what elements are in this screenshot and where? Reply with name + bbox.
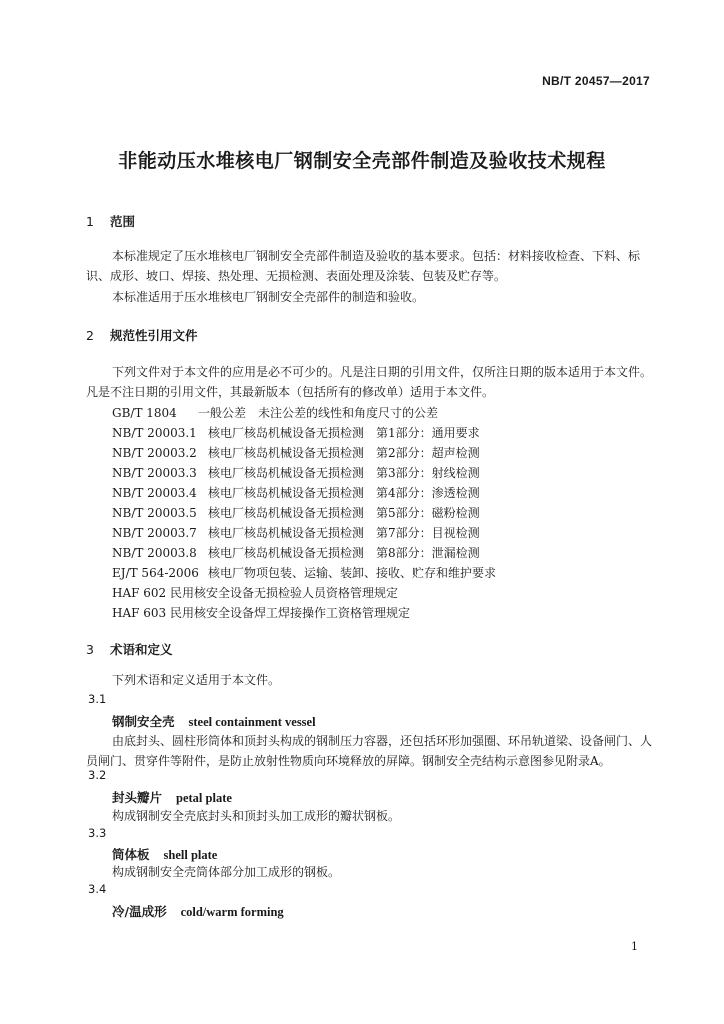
reference-title: 核电厂物项包装、运输、装卸、接收、贮存和维护要求 — [208, 566, 497, 580]
scope-paragraph-2: 本标准适用于压水堆核电厂钢制安全壳部件的制造和验收。 — [112, 290, 425, 304]
standard-code: NB/T 20457—2017 — [542, 74, 650, 88]
scope-paragraph-1: 本标准规定了压水堆核电厂钢制安全壳部件制造及验收的基本要求。包括：材料接收检查、下料、标识、成形、坡口、焊接、热处理、无损检测、表面处理及涂装、包装及贮存等。 — [86, 249, 641, 283]
clause-number: 3.3 — [88, 826, 107, 840]
section-number: 2 — [86, 328, 94, 343]
term-zh: 封头瓣片 — [112, 790, 163, 805]
clause-number: 3.2 — [88, 768, 107, 782]
reference-item — [112, 564, 496, 581]
section-title: 规范性引用文件 — [110, 328, 198, 343]
reference-item — [112, 544, 480, 561]
section-number: 1 — [86, 214, 94, 229]
reference-code: NB/T 20003.2 — [112, 446, 197, 460]
reference-title: 民用核安全设备焊工焊接操作工资格管理规定 — [170, 606, 411, 620]
section-3-heading — [86, 640, 173, 658]
reference-code: NB/T 20003.7 — [112, 526, 197, 540]
term-entry — [112, 902, 284, 920]
section-1-heading — [86, 212, 135, 230]
reference-code: NB/T 20003.1 — [112, 426, 197, 440]
document-title: 非能动压水堆核电厂钢制安全壳部件制造及验收技术规程 — [118, 150, 606, 172]
reference-code: NB/T 20003.4 — [112, 486, 197, 500]
page-number: 1 — [631, 940, 638, 953]
reference-item — [112, 444, 480, 461]
reference-item — [112, 404, 438, 421]
reference-title: 核电厂核岛机械设备无损检测 第3部分：射线检测 — [208, 466, 480, 480]
reference-item — [112, 504, 480, 521]
reference-item — [112, 464, 480, 481]
reference-title: 核电厂核岛机械设备无损检测 第7部分：目视检测 — [208, 526, 480, 540]
term-definition: 构成钢制安全壳筒体部分加工成形的钢板。 — [112, 865, 341, 879]
term-en: cold/warm forming — [180, 905, 284, 919]
references-intro: 下列文件对于本文件的应用是必不可少的。凡是注日期的引用文件，仅所注日期的版本适用于本文件。凡是不注日期的引用文件，其最新版本（包括所有的修改单）适用于本文件。 — [86, 365, 653, 399]
reference-code: EJ/T 564-2006 — [112, 566, 199, 580]
reference-title: 民用核安全设备无损检验人员资格管理规定 — [170, 586, 399, 600]
section-title: 术语和定义 — [110, 642, 173, 657]
reference-title: 一般公差 未注公差的线性和角度尺寸的公差 — [198, 406, 439, 420]
reference-code: HAF 603 — [112, 606, 167, 620]
reference-title: 核电厂核岛机械设备无损检测 第5部分：磁粉检测 — [208, 506, 480, 520]
reference-item — [112, 484, 480, 501]
term-entry — [112, 712, 316, 730]
term-en: steel containment vessel — [188, 715, 316, 729]
reference-code: NB/T 20003.8 — [112, 546, 197, 560]
term-zh: 筒体板 — [112, 847, 150, 862]
terms-intro: 下列术语和定义适用于本文件。 — [112, 673, 281, 687]
term-entry — [112, 845, 217, 863]
term-zh: 冷/温成形 — [112, 904, 167, 919]
term-en: shell plate — [163, 848, 218, 862]
term-en: petal plate — [176, 791, 232, 805]
term-definition: 由底封头、圆柱形筒体和顶封头构成的钢制压力容器，还包括环形加强圈、环吊轨道梁、设备闸门、人员闸门、贯穿件等附件，是防止放射性物质向环境释放的屏障。钢制安全壳结构示意图参见附录A。 — [86, 734, 653, 768]
reference-item — [112, 604, 410, 621]
reference-item — [112, 524, 480, 541]
reference-title: 核电厂核岛机械设备无损检测 第8部分：泄漏检测 — [208, 546, 480, 560]
clause-number: 3.4 — [88, 882, 107, 896]
section-2-heading — [86, 326, 198, 344]
reference-title: 核电厂核岛机械设备无损检测 第1部分：通用要求 — [208, 426, 480, 440]
reference-code: NB/T 20003.3 — [112, 466, 197, 480]
reference-title: 核电厂核岛机械设备无损检测 第2部分：超声检测 — [208, 446, 480, 460]
reference-item — [112, 584, 398, 601]
term-entry — [112, 788, 232, 806]
clause-number: 3.1 — [88, 692, 107, 706]
reference-code: HAF 602 — [112, 586, 167, 600]
section-number: 3 — [86, 642, 94, 657]
reference-item — [112, 424, 480, 441]
reference-title: 核电厂核岛机械设备无损检测 第4部分：渗透检测 — [208, 486, 480, 500]
term-zh: 钢制安全壳 — [112, 714, 175, 729]
section-title: 范围 — [110, 214, 136, 229]
reference-code: GB/T 1804 — [112, 406, 177, 420]
term-definition: 构成钢制安全壳底封头和顶封头加工成形的瓣状钢板。 — [112, 809, 401, 823]
reference-code: NB/T 20003.5 — [112, 506, 197, 520]
